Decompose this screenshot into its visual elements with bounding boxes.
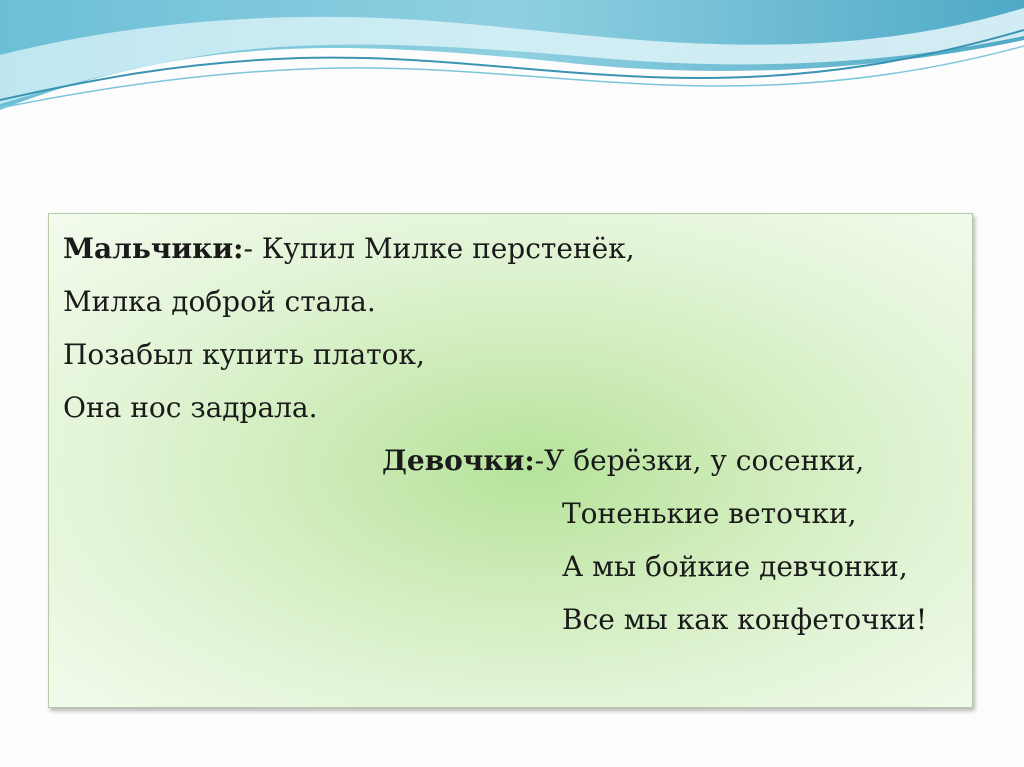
girls-line-4: Все мы как конфеточки!	[562, 603, 928, 636]
boys-line-4: Она нос задрала.	[63, 391, 318, 424]
boys-line-1-text: - Купил Милке перстенёк,	[243, 232, 635, 265]
boys-line-3: Позабыл купить платок,	[63, 338, 425, 371]
girls-speaker-label: Девочки:	[382, 444, 535, 477]
girls-line-2: Тоненькие веточки,	[562, 497, 857, 530]
wave-header-decoration	[0, 0, 1024, 130]
boys-line-2: Милка доброй стала.	[63, 285, 376, 318]
boys-line-1	[63, 232, 635, 266]
text-box	[48, 213, 973, 708]
girls-line-3: А мы бойкие девчонки,	[562, 550, 908, 583]
girls-line-1-text: -У берёзки, у сосенки,	[534, 444, 865, 477]
girls-line-1	[382, 444, 864, 478]
boys-speaker-label: Мальчики:	[63, 232, 244, 265]
